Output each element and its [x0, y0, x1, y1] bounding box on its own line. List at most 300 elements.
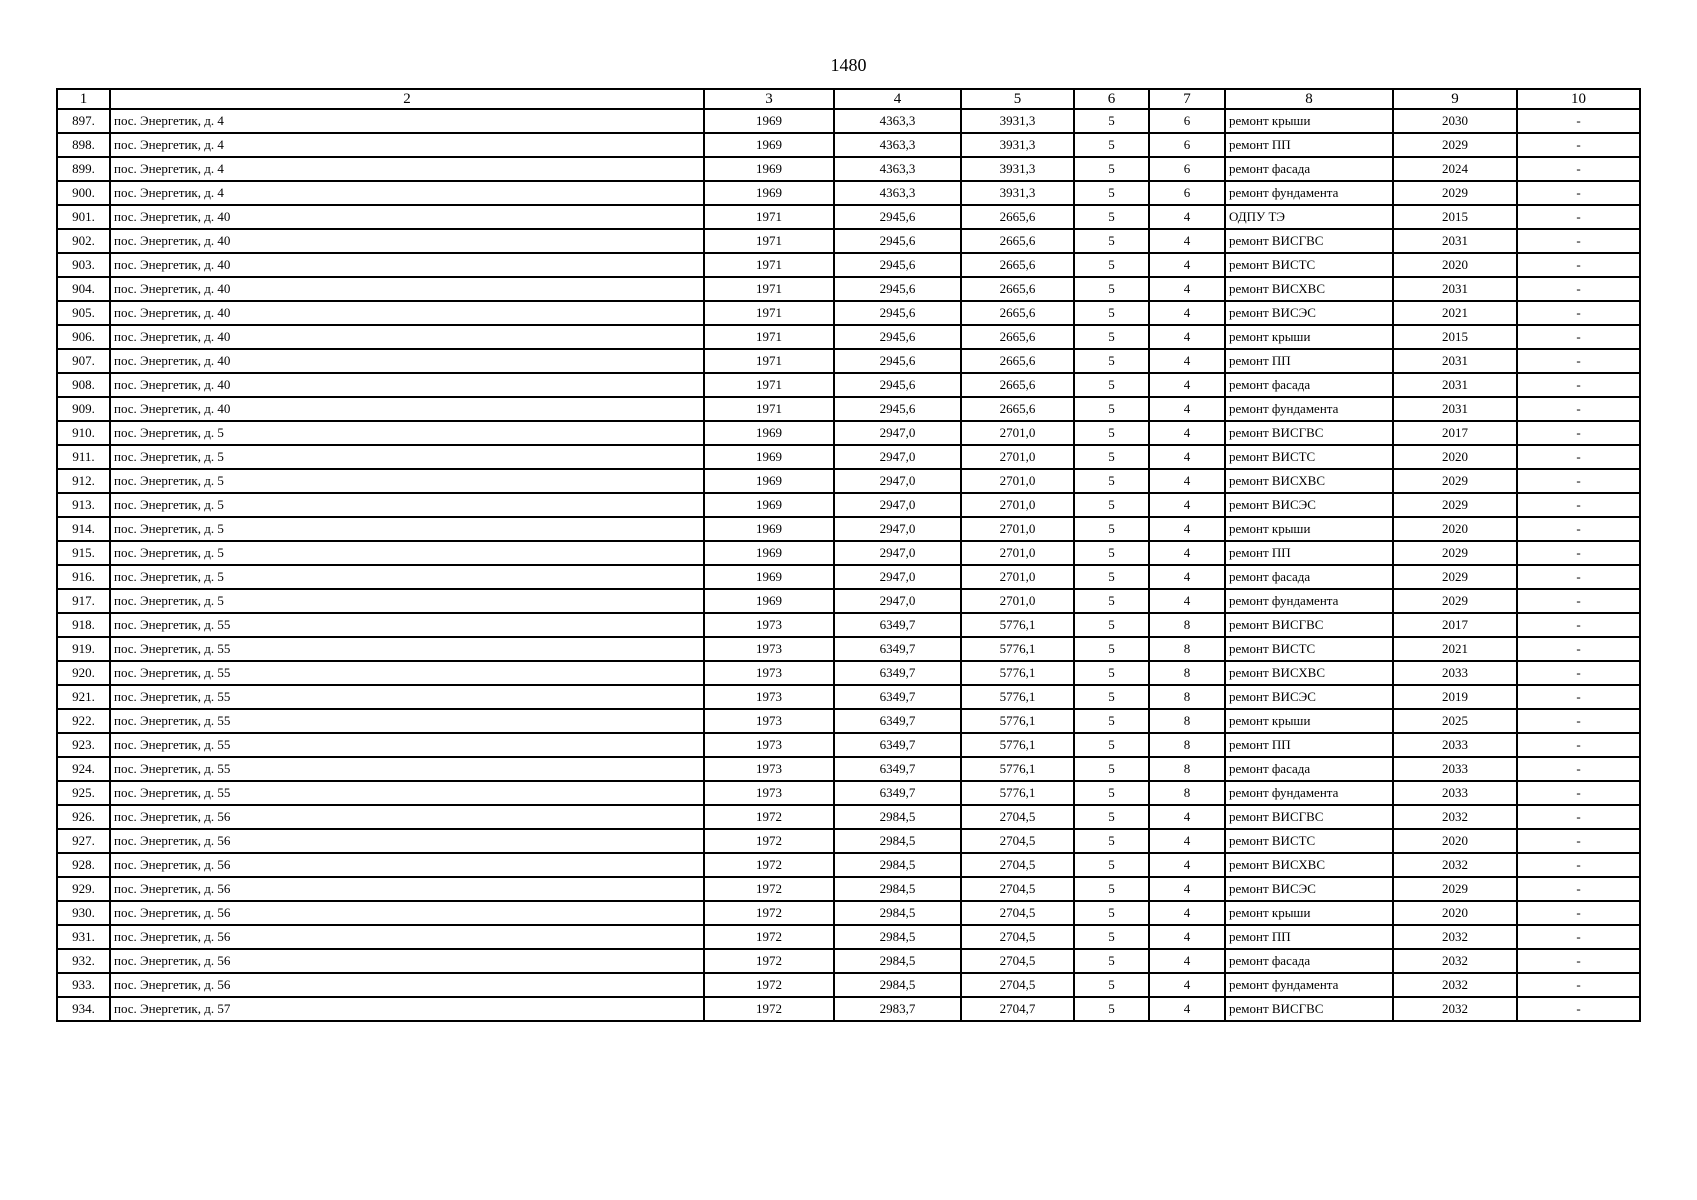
cell-total-area: 2984,5: [834, 949, 961, 973]
cell-planned-year: 2020: [1393, 445, 1517, 469]
cell-living-area: 2665,6: [961, 325, 1074, 349]
cell-living-area: 2701,0: [961, 469, 1074, 493]
cell-floors: 5: [1074, 517, 1149, 541]
cell-floors: 5: [1074, 181, 1149, 205]
cell-note: -: [1517, 133, 1640, 157]
column-header: 3: [704, 89, 834, 109]
cell-note: -: [1517, 469, 1640, 493]
cell-address: пос. Энергетик, д. 40: [110, 373, 704, 397]
cell-entrances: 4: [1149, 301, 1225, 325]
cell-entrances: 8: [1149, 613, 1225, 637]
cell-entrances: 4: [1149, 805, 1225, 829]
cell-year-built: 1969: [704, 469, 834, 493]
table-body: [57, 109, 1640, 1021]
cell-entrances: 4: [1149, 829, 1225, 853]
cell-living-area: 2665,6: [961, 397, 1074, 421]
cell-living-area: 3931,3: [961, 109, 1074, 133]
table-row: [57, 157, 1640, 181]
cell-address: пос. Энергетик, д. 40: [110, 349, 704, 373]
cell-address: пос. Энергетик, д. 55: [110, 757, 704, 781]
cell-living-area: 2704,5: [961, 925, 1074, 949]
cell-year-built: 1972: [704, 805, 834, 829]
cell-work-type: ремонт крыши: [1225, 325, 1393, 349]
cell-living-area: 2701,0: [961, 565, 1074, 589]
cell-floors: 5: [1074, 493, 1149, 517]
cell-planned-year: 2021: [1393, 301, 1517, 325]
cell-address: пос. Энергетик, д. 55: [110, 613, 704, 637]
cell-address: пос. Энергетик, д. 55: [110, 733, 704, 757]
cell-year-built: 1972: [704, 973, 834, 997]
cell-floors: 5: [1074, 829, 1149, 853]
cell-address: пос. Энергетик, д. 5: [110, 445, 704, 469]
cell-address: пос. Энергетик, д. 5: [110, 493, 704, 517]
cell-planned-year: 2031: [1393, 349, 1517, 373]
cell-year-built: 1972: [704, 949, 834, 973]
cell-row-number: 902.: [57, 229, 110, 253]
cell-living-area: 2665,6: [961, 253, 1074, 277]
cell-entrances: 4: [1149, 205, 1225, 229]
cell-floors: 5: [1074, 901, 1149, 925]
cell-work-type: ремонт ВИСХВС: [1225, 661, 1393, 685]
cell-living-area: 5776,1: [961, 685, 1074, 709]
cell-living-area: 5776,1: [961, 733, 1074, 757]
cell-address: пос. Энергетик, д. 56: [110, 805, 704, 829]
cell-address: пос. Энергетик, д. 56: [110, 925, 704, 949]
cell-address: пос. Энергетик, д. 5: [110, 541, 704, 565]
cell-living-area: 2665,6: [961, 277, 1074, 301]
page-number: 1480: [830, 55, 867, 75]
cell-total-area: 6349,7: [834, 661, 961, 685]
cell-total-area: 2945,6: [834, 325, 961, 349]
table-row: [57, 829, 1640, 853]
cell-entrances: 4: [1149, 349, 1225, 373]
cell-year-built: 1971: [704, 205, 834, 229]
cell-address: пос. Энергетик, д. 57: [110, 997, 704, 1021]
cell-year-built: 1969: [704, 589, 834, 613]
cell-total-area: 2984,5: [834, 901, 961, 925]
cell-row-number: 930.: [57, 901, 110, 925]
table-row: [57, 541, 1640, 565]
cell-living-area: 3931,3: [961, 181, 1074, 205]
table-row: [57, 685, 1640, 709]
column-header: 4: [834, 89, 961, 109]
cell-address: пос. Энергетик, д. 55: [110, 637, 704, 661]
cell-floors: 5: [1074, 805, 1149, 829]
cell-entrances: 8: [1149, 637, 1225, 661]
cell-year-built: 1971: [704, 229, 834, 253]
cell-note: -: [1517, 901, 1640, 925]
cell-entrances: 8: [1149, 709, 1225, 733]
cell-note: -: [1517, 685, 1640, 709]
cell-row-number: 928.: [57, 853, 110, 877]
table-row: [57, 901, 1640, 925]
cell-year-built: 1971: [704, 301, 834, 325]
cell-floors: 5: [1074, 325, 1149, 349]
cell-note: -: [1517, 541, 1640, 565]
cell-living-area: 5776,1: [961, 637, 1074, 661]
cell-row-number: 926.: [57, 805, 110, 829]
cell-total-area: 6349,7: [834, 781, 961, 805]
registry-table: [56, 88, 1641, 1022]
cell-address: пос. Энергетик, д. 4: [110, 181, 704, 205]
cell-address: пос. Энергетик, д. 40: [110, 325, 704, 349]
cell-address: пос. Энергетик, д. 5: [110, 469, 704, 493]
cell-note: -: [1517, 757, 1640, 781]
cell-planned-year: 2020: [1393, 517, 1517, 541]
cell-work-type: ремонт ВИСГВС: [1225, 997, 1393, 1021]
table-row: [57, 517, 1640, 541]
column-header: 8: [1225, 89, 1393, 109]
cell-planned-year: 2032: [1393, 925, 1517, 949]
cell-row-number: 919.: [57, 637, 110, 661]
cell-note: -: [1517, 925, 1640, 949]
cell-year-built: 1973: [704, 709, 834, 733]
cell-note: -: [1517, 661, 1640, 685]
cell-floors: 5: [1074, 373, 1149, 397]
cell-row-number: 932.: [57, 949, 110, 973]
cell-entrances: 4: [1149, 445, 1225, 469]
cell-living-area: 5776,1: [961, 781, 1074, 805]
cell-work-type: ремонт ВИСЭС: [1225, 685, 1393, 709]
cell-living-area: 2704,5: [961, 805, 1074, 829]
cell-note: -: [1517, 301, 1640, 325]
cell-planned-year: 2020: [1393, 253, 1517, 277]
cell-note: -: [1517, 421, 1640, 445]
cell-note: -: [1517, 373, 1640, 397]
cell-row-number: 904.: [57, 277, 110, 301]
cell-total-area: 2984,5: [834, 925, 961, 949]
table-row: [57, 397, 1640, 421]
cell-entrances: 4: [1149, 877, 1225, 901]
cell-total-area: 2947,0: [834, 565, 961, 589]
cell-entrances: 8: [1149, 733, 1225, 757]
table-row: [57, 973, 1640, 997]
cell-planned-year: 2029: [1393, 589, 1517, 613]
cell-living-area: 5776,1: [961, 613, 1074, 637]
cell-work-type: ремонт ПП: [1225, 925, 1393, 949]
cell-floors: 5: [1074, 565, 1149, 589]
cell-year-built: 1971: [704, 277, 834, 301]
cell-living-area: 2701,0: [961, 445, 1074, 469]
table-row: [57, 949, 1640, 973]
cell-planned-year: 2025: [1393, 709, 1517, 733]
cell-planned-year: 2032: [1393, 997, 1517, 1021]
column-header: 9: [1393, 89, 1517, 109]
cell-entrances: 4: [1149, 373, 1225, 397]
table-row: [57, 637, 1640, 661]
cell-year-built: 1969: [704, 109, 834, 133]
table-row: [57, 349, 1640, 373]
cell-address: пос. Энергетик, д. 5: [110, 565, 704, 589]
cell-total-area: 6349,7: [834, 613, 961, 637]
cell-total-area: 2984,5: [834, 973, 961, 997]
cell-total-area: 2983,7: [834, 997, 961, 1021]
cell-floors: 5: [1074, 973, 1149, 997]
cell-entrances: 6: [1149, 181, 1225, 205]
cell-entrances: 4: [1149, 997, 1225, 1021]
cell-total-area: 6349,7: [834, 637, 961, 661]
cell-total-area: 2947,0: [834, 589, 961, 613]
cell-entrances: 8: [1149, 781, 1225, 805]
cell-row-number: 905.: [57, 301, 110, 325]
table-row: [57, 709, 1640, 733]
cell-floors: 5: [1074, 853, 1149, 877]
cell-note: -: [1517, 733, 1640, 757]
cell-row-number: 908.: [57, 373, 110, 397]
cell-row-number: 913.: [57, 493, 110, 517]
cell-planned-year: 2029: [1393, 181, 1517, 205]
table-row: [57, 133, 1640, 157]
cell-floors: 5: [1074, 709, 1149, 733]
cell-year-built: 1972: [704, 853, 834, 877]
cell-row-number: 916.: [57, 565, 110, 589]
cell-row-number: 898.: [57, 133, 110, 157]
table-row: [57, 493, 1640, 517]
cell-floors: 5: [1074, 781, 1149, 805]
cell-work-type: ремонт ВИСЭС: [1225, 301, 1393, 325]
cell-address: пос. Энергетик, д. 5: [110, 589, 704, 613]
cell-year-built: 1973: [704, 613, 834, 637]
cell-note: -: [1517, 277, 1640, 301]
cell-total-area: 6349,7: [834, 709, 961, 733]
cell-row-number: 915.: [57, 541, 110, 565]
cell-entrances: 4: [1149, 277, 1225, 301]
cell-planned-year: 2029: [1393, 565, 1517, 589]
cell-floors: 5: [1074, 733, 1149, 757]
cell-work-type: ремонт крыши: [1225, 109, 1393, 133]
cell-planned-year: 2019: [1393, 685, 1517, 709]
cell-living-area: 2704,5: [961, 973, 1074, 997]
cell-address: пос. Энергетик, д. 56: [110, 949, 704, 973]
cell-living-area: 3931,3: [961, 133, 1074, 157]
cell-planned-year: 2029: [1393, 493, 1517, 517]
column-header: 2: [110, 89, 704, 109]
cell-work-type: ремонт фасада: [1225, 565, 1393, 589]
cell-work-type: ремонт крыши: [1225, 517, 1393, 541]
cell-entrances: 6: [1149, 133, 1225, 157]
table-row: [57, 277, 1640, 301]
cell-total-area: 2947,0: [834, 541, 961, 565]
cell-total-area: 2947,0: [834, 517, 961, 541]
cell-year-built: 1969: [704, 493, 834, 517]
cell-row-number: 923.: [57, 733, 110, 757]
cell-address: пос. Энергетик, д. 56: [110, 901, 704, 925]
cell-floors: 5: [1074, 757, 1149, 781]
cell-row-number: 917.: [57, 589, 110, 613]
cell-note: -: [1517, 997, 1640, 1021]
cell-work-type: ремонт фасада: [1225, 949, 1393, 973]
cell-planned-year: 2032: [1393, 973, 1517, 997]
cell-floors: 5: [1074, 277, 1149, 301]
cell-total-area: 4363,3: [834, 181, 961, 205]
cell-year-built: 1969: [704, 517, 834, 541]
cell-floors: 5: [1074, 229, 1149, 253]
cell-planned-year: 2024: [1393, 157, 1517, 181]
table-row: [57, 181, 1640, 205]
cell-total-area: 2984,5: [834, 805, 961, 829]
table-row: [57, 757, 1640, 781]
cell-planned-year: 2015: [1393, 325, 1517, 349]
cell-total-area: 2945,6: [834, 349, 961, 373]
cell-note: -: [1517, 445, 1640, 469]
cell-living-area: 2701,0: [961, 493, 1074, 517]
cell-floors: 5: [1074, 997, 1149, 1021]
cell-address: пос. Энергетик, д. 5: [110, 421, 704, 445]
cell-address: пос. Энергетик, д. 5: [110, 517, 704, 541]
cell-address: пос. Энергетик, д. 4: [110, 157, 704, 181]
cell-living-area: 2704,5: [961, 949, 1074, 973]
cell-work-type: ремонт ВИСТС: [1225, 829, 1393, 853]
cell-note: -: [1517, 229, 1640, 253]
cell-planned-year: 2030: [1393, 109, 1517, 133]
cell-entrances: 6: [1149, 157, 1225, 181]
cell-planned-year: 2033: [1393, 733, 1517, 757]
cell-row-number: 927.: [57, 829, 110, 853]
cell-living-area: 5776,1: [961, 661, 1074, 685]
cell-work-type: ремонт ВИСГВС: [1225, 613, 1393, 637]
cell-floors: 5: [1074, 133, 1149, 157]
cell-work-type: ремонт ПП: [1225, 541, 1393, 565]
cell-planned-year: 2015: [1393, 205, 1517, 229]
cell-planned-year: 2031: [1393, 373, 1517, 397]
cell-living-area: 5776,1: [961, 757, 1074, 781]
cell-work-type: ремонт ВИСТС: [1225, 445, 1393, 469]
cell-note: -: [1517, 349, 1640, 373]
cell-total-area: 2945,6: [834, 277, 961, 301]
cell-year-built: 1973: [704, 757, 834, 781]
cell-work-type: ремонт ПП: [1225, 133, 1393, 157]
cell-living-area: 2701,0: [961, 589, 1074, 613]
cell-year-built: 1972: [704, 877, 834, 901]
cell-total-area: 4363,3: [834, 157, 961, 181]
cell-row-number: 921.: [57, 685, 110, 709]
cell-year-built: 1973: [704, 661, 834, 685]
cell-entrances: 4: [1149, 589, 1225, 613]
cell-row-number: 909.: [57, 397, 110, 421]
table-row: [57, 469, 1640, 493]
cell-work-type: ремонт фасада: [1225, 373, 1393, 397]
cell-work-type: ремонт ВИСХВС: [1225, 277, 1393, 301]
cell-floors: 5: [1074, 205, 1149, 229]
cell-planned-year: 2032: [1393, 853, 1517, 877]
cell-living-area: 2704,5: [961, 853, 1074, 877]
cell-living-area: 2665,6: [961, 373, 1074, 397]
cell-floors: 5: [1074, 469, 1149, 493]
cell-work-type: ремонт ПП: [1225, 349, 1393, 373]
header-row: [57, 89, 1640, 109]
table-row: [57, 565, 1640, 589]
cell-work-type: ремонт фасада: [1225, 157, 1393, 181]
cell-living-area: 2665,6: [961, 229, 1074, 253]
cell-address: пос. Энергетик, д. 55: [110, 685, 704, 709]
cell-note: -: [1517, 589, 1640, 613]
cell-work-type: ремонт фундамента: [1225, 781, 1393, 805]
cell-row-number: 900.: [57, 181, 110, 205]
table-row: [57, 925, 1640, 949]
cell-total-area: 2947,0: [834, 421, 961, 445]
table-row: [57, 325, 1640, 349]
cell-work-type: ремонт ВИСТС: [1225, 637, 1393, 661]
cell-work-type: ремонт ВИСХВС: [1225, 469, 1393, 493]
cell-address: пос. Энергетик, д. 40: [110, 277, 704, 301]
cell-row-number: 901.: [57, 205, 110, 229]
table-row: [57, 229, 1640, 253]
cell-total-area: 6349,7: [834, 685, 961, 709]
cell-entrances: 4: [1149, 565, 1225, 589]
cell-year-built: 1971: [704, 253, 834, 277]
cell-note: -: [1517, 805, 1640, 829]
table-row: [57, 805, 1640, 829]
table-row: [57, 589, 1640, 613]
cell-row-number: 912.: [57, 469, 110, 493]
cell-floors: 5: [1074, 949, 1149, 973]
cell-work-type: ремонт ПП: [1225, 733, 1393, 757]
cell-planned-year: 2033: [1393, 781, 1517, 805]
table-row: [57, 877, 1640, 901]
cell-planned-year: 2029: [1393, 877, 1517, 901]
cell-work-type: ремонт ВИСХВС: [1225, 853, 1393, 877]
cell-row-number: 897.: [57, 109, 110, 133]
cell-living-area: 2704,7: [961, 997, 1074, 1021]
cell-row-number: 914.: [57, 517, 110, 541]
cell-year-built: 1972: [704, 829, 834, 853]
cell-total-area: 6349,7: [834, 757, 961, 781]
cell-row-number: 911.: [57, 445, 110, 469]
cell-row-number: 931.: [57, 925, 110, 949]
cell-floors: 5: [1074, 397, 1149, 421]
cell-total-area: 2945,6: [834, 373, 961, 397]
cell-year-built: 1969: [704, 445, 834, 469]
cell-living-area: 5776,1: [961, 709, 1074, 733]
cell-work-type: ремонт ВИСЭС: [1225, 877, 1393, 901]
cell-entrances: 8: [1149, 685, 1225, 709]
cell-floors: 5: [1074, 109, 1149, 133]
cell-floors: 5: [1074, 637, 1149, 661]
cell-year-built: 1969: [704, 157, 834, 181]
cell-year-built: 1972: [704, 925, 834, 949]
cell-entrances: 4: [1149, 541, 1225, 565]
cell-total-area: 2947,0: [834, 445, 961, 469]
column-header: 1: [57, 89, 110, 109]
cell-planned-year: 2020: [1393, 901, 1517, 925]
cell-living-area: 2665,6: [961, 349, 1074, 373]
column-header: 5: [961, 89, 1074, 109]
cell-row-number: 918.: [57, 613, 110, 637]
cell-note: -: [1517, 109, 1640, 133]
cell-living-area: 2665,6: [961, 205, 1074, 229]
cell-entrances: 4: [1149, 325, 1225, 349]
cell-total-area: 2984,5: [834, 829, 961, 853]
cell-total-area: 4363,3: [834, 109, 961, 133]
cell-year-built: 1973: [704, 637, 834, 661]
cell-note: -: [1517, 493, 1640, 517]
cell-planned-year: 2017: [1393, 613, 1517, 637]
cell-row-number: 922.: [57, 709, 110, 733]
cell-work-type: ремонт ВИСГВС: [1225, 805, 1393, 829]
cell-work-type: ремонт фундамента: [1225, 397, 1393, 421]
cell-address: пос. Энергетик, д. 55: [110, 709, 704, 733]
cell-work-type: ремонт фасада: [1225, 757, 1393, 781]
cell-row-number: 929.: [57, 877, 110, 901]
cell-year-built: 1972: [704, 997, 834, 1021]
cell-note: -: [1517, 565, 1640, 589]
table-row: [57, 733, 1640, 757]
cell-entrances: 4: [1149, 949, 1225, 973]
cell-floors: 5: [1074, 421, 1149, 445]
cell-planned-year: 2029: [1393, 469, 1517, 493]
cell-total-area: 6349,7: [834, 733, 961, 757]
cell-note: -: [1517, 397, 1640, 421]
